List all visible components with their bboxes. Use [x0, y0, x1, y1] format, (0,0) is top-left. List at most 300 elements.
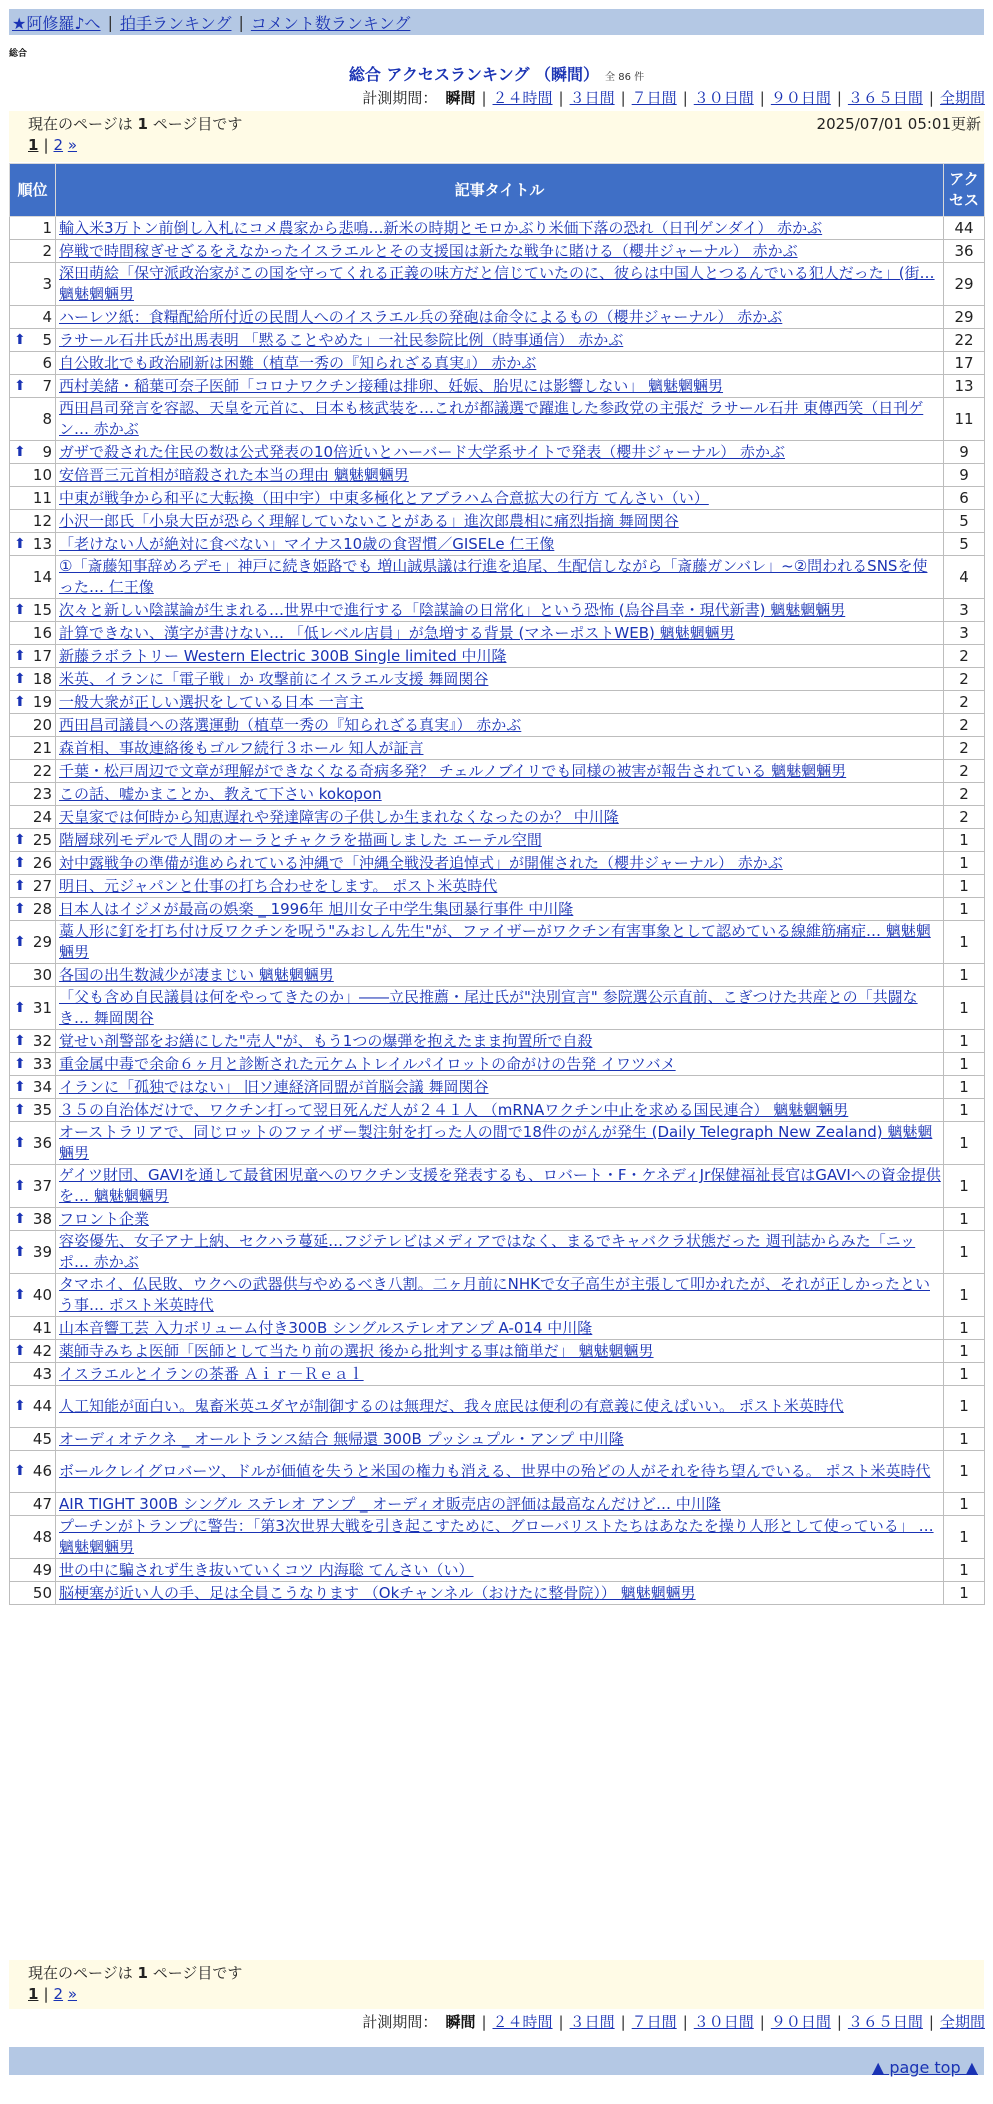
title-cell: [56, 806, 944, 829]
rank-number: 40: [32, 1285, 52, 1304]
rank-number: 35: [32, 1100, 52, 1119]
table-row: [10, 1274, 985, 1317]
period-separator: |: [558, 89, 564, 107]
article-link[interactable]: タマホイ、仏民敗、ウクへの武器供与やめるべき八割。二ヶ月前にNHKで女子高生が主張して叩かれたが、それが正しかったという事… ポスト米英時代: [59, 1275, 930, 1314]
access-count: 1: [944, 1053, 985, 1076]
period-option-5[interactable]: ３６５日間: [847, 89, 923, 107]
rank-cell: [10, 668, 56, 691]
rank-cell: [10, 1274, 56, 1317]
rank-number: 22: [32, 761, 52, 780]
period-separator: |: [620, 89, 626, 107]
rank-cell: [10, 1516, 56, 1559]
article-link[interactable]: 人工知能が面白い。鬼畜米英ユダヤが制御するのは無理だ、我々庶民は便利の有意義に使えばいい。 ポスト米英時代: [59, 1397, 844, 1415]
rank-number: 36: [32, 1133, 52, 1152]
table-row: [10, 1099, 985, 1122]
next-page-link[interactable]: »: [67, 136, 78, 154]
rank-number: 24: [32, 807, 52, 826]
title-cell: [56, 1428, 944, 1451]
rank-cell: [10, 622, 56, 645]
access-count: 1: [944, 1317, 985, 1340]
rank-cell: [10, 964, 56, 987]
title-cell: [56, 306, 944, 329]
access-count: 3: [944, 599, 985, 622]
article-link[interactable]: 重金属中毒で余命６ヶ月と診断された元ケムトレイルパイロットの命がけの告発 イワツバメ: [59, 1054, 676, 1073]
article-link[interactable]: 停戦で時間稼ぎせざるをえなかったイスラエルとその支援国は新たな戦争に賭ける（櫻井ジャーナル） 赤かぶ: [59, 241, 798, 260]
title-cell: [56, 1451, 944, 1493]
article-link[interactable]: ハーレツ紙：食糧配給所付近の民間人へのイスラエル兵の発砲は命令によるもの（櫻井ジャーナル） 赤かぶ: [59, 307, 783, 326]
period-separator: |: [682, 89, 688, 107]
rank-number: 21: [32, 738, 52, 757]
period-option-3[interactable]: ３０日間: [693, 2013, 754, 2031]
access-count: 1: [944, 1076, 985, 1099]
article-link[interactable]: 西田昌司議員への落選運動（植草一秀の『知られざる真実』） 赤かぶ: [59, 715, 522, 734]
rank-up-icon: ⬆: [14, 1398, 26, 1414]
table-row: [10, 510, 985, 533]
access-count: 1: [944, 1428, 985, 1451]
article-link[interactable]: 日本人はイジメが最高の娯楽 _ 1996年 旭川女子中学生集団暴行事件 中川隆: [59, 899, 574, 918]
table-row: [10, 645, 985, 668]
rank-up-icon: ⬆: [14, 331, 26, 348]
title-cell: [56, 737, 944, 760]
rank-number: 11: [32, 488, 52, 507]
article-link[interactable]: 階層球列モデルで人間のオーラとチャクラを描画しました エーテル空間: [59, 830, 542, 849]
table-row: [10, 875, 985, 898]
article-link[interactable]: オーストラリアで、同じロットのファイザー製注射を打った人の間で18件のがんが発生 (Daily Telegraph New Zealand) 魑魅魍魎男: [59, 1123, 933, 1162]
top-nav-bar: [9, 9, 984, 35]
period-current: 瞬間: [445, 2013, 476, 2031]
article-link[interactable]: 深田萌絵「保守派政治家がこの国を守ってくれる正義の味方だと信じていたのに、彼らは中国人とつるんでいる犯人だった」(街… 魑魅魍魎男: [59, 264, 935, 303]
article-link[interactable]: 輸入米3万トン前倒し入札にコメ農家から悲鳴…新米の時期とモロかぶり米価下落の恐れ（日刊ゲンダイ） 赤かぶ: [59, 218, 823, 237]
rank-cell: [10, 921, 56, 964]
title-cell: [56, 1274, 944, 1317]
rank-number: 27: [32, 876, 52, 895]
title-cell: [56, 1363, 944, 1386]
period-selector-top: [362, 87, 985, 108]
access-count: 1: [944, 875, 985, 898]
rank-number: 33: [32, 1054, 52, 1073]
access-count: 1: [944, 1340, 985, 1363]
rank-cell: [10, 852, 56, 875]
rank-cell: [10, 533, 56, 556]
rank-cell: [10, 263, 56, 306]
period-option-5[interactable]: ３６５日間: [847, 2013, 923, 2031]
article-link[interactable]: 一般大衆が正しい選択をしている日本 一言主: [59, 692, 364, 711]
rank-up-icon: ⬆: [14, 1177, 26, 1194]
access-count: 3: [944, 622, 985, 645]
period-option-6[interactable]: 全期間: [939, 2013, 985, 2031]
table-row: [10, 1340, 985, 1363]
page-status-pre: 現在のページは: [28, 1964, 133, 1982]
rank-up-icon: ⬆: [14, 877, 26, 894]
table-row: [10, 375, 985, 398]
access-count: 1: [944, 987, 985, 1030]
period-option-6[interactable]: 全期間: [939, 89, 985, 107]
title-cell: [56, 852, 944, 875]
access-count: 1: [944, 1099, 985, 1122]
title-cell: [56, 760, 944, 783]
page-status-pre: 現在のページは: [28, 115, 133, 133]
rank-number: 8: [42, 409, 52, 428]
rank-number: 41: [32, 1318, 52, 1337]
rank-cell: [10, 1165, 56, 1208]
rank-cell: [10, 783, 56, 806]
table-row: [10, 487, 985, 510]
title-cell: [56, 217, 944, 240]
table-row: [10, 1030, 985, 1053]
access-count: 1: [944, 1030, 985, 1053]
rank-up-icon: ⬆: [14, 535, 26, 552]
title-cell: [56, 352, 944, 375]
rank-number: 44: [32, 1397, 52, 1415]
rank-up-icon: ⬆: [14, 1286, 26, 1303]
pager-top: [9, 111, 984, 162]
rank-cell: [10, 829, 56, 852]
article-link[interactable]: フロント企業: [59, 1209, 150, 1228]
rank-up-icon: ⬆: [14, 1032, 26, 1049]
access-count: 1: [944, 1363, 985, 1386]
page-link-current: 1: [28, 1985, 39, 2003]
rank-up-icon: ⬆: [14, 693, 26, 710]
table-row: [10, 533, 985, 556]
title-cell: [56, 556, 944, 599]
rank-cell: [10, 1559, 56, 1582]
title-cell: [56, 1317, 944, 1340]
page-top-link[interactable]: ▲ page top ▲: [871, 2058, 978, 2077]
table-row: [10, 1428, 985, 1451]
table-row: [10, 1122, 985, 1165]
title-cell: [56, 1231, 944, 1274]
article-link[interactable]: 千葉・松戸周辺で文章が理解ができなくなる奇病多発？ チェルノブイリでも同様の被害が報告されている 魑魅魍魎男: [59, 761, 847, 780]
article-link[interactable]: 明日、元ジャパンと仕事の打ち合わせをします。 ポスト米英時代: [59, 876, 498, 895]
article-link[interactable]: 世の中に騙されず生き抜いていくコツ 内海聡 てんさい（い）: [59, 1560, 474, 1579]
rank-cell: [10, 645, 56, 668]
title-cell: [56, 375, 944, 398]
title-cell: [56, 441, 944, 464]
access-count: 1: [944, 1122, 985, 1165]
rank-number: 2: [42, 241, 52, 260]
rank-up-icon: ⬆: [14, 1463, 26, 1479]
article-link[interactable]: 「父も含め自民議員は何をやってきたのか」――立民推薦・尾辻氏が"決別宣言" 参院選公示直前、こぎつけた共産との「共闘なき… 舞岡関谷: [59, 988, 918, 1027]
article-link[interactable]: 中東が戦争から和平に大転換（田中宇）中東多極化とアブラハム合意拡大の行方 てんさい（い）: [59, 488, 709, 507]
period-option-4[interactable]: ９０日間: [770, 89, 831, 107]
table-row: [10, 1076, 985, 1099]
access-count: 9: [944, 441, 985, 464]
title-cell: [56, 964, 944, 987]
ranking-table-body: [10, 217, 985, 1605]
period-separator: |: [682, 2013, 688, 2031]
title-cell: [56, 487, 944, 510]
article-link[interactable]: ラサール石井氏が出馬表明 「黙ることやめた」一社民参院比例（時事通信） 赤かぶ: [59, 330, 624, 349]
article-link[interactable]: 藁人形に釘を打ち付け反ワクチンを呪う"みおしん先生"が、ファイザーがワクチン有害事象として認めている線維筋痛症… 魑魅魍魎男: [59, 922, 931, 961]
title-cell: [56, 1122, 944, 1165]
rank-cell: [10, 1208, 56, 1231]
table-row: [10, 852, 985, 875]
article-link[interactable]: 各国の出生数減少が凄まじい 魑魅魍魎男: [59, 965, 334, 984]
page-links-top: [28, 136, 77, 154]
table-row: [10, 1559, 985, 1582]
rank-up-icon: ⬆: [14, 1134, 26, 1151]
article-link[interactable]: この話、嘘かまことか、教えて下さい kokopon: [59, 784, 382, 803]
rank-number: 30: [32, 965, 52, 984]
rank-number: 4: [42, 307, 52, 326]
table-row: [10, 306, 985, 329]
table-row: [10, 1053, 985, 1076]
article-link[interactable]: 次々と新しい陰謀論が生まれる…世界中で進行する「陰謀論の日常化」という恐怖 (烏谷昌幸・現代新書) 魑魅魍魎男: [59, 600, 846, 619]
rank-up-icon: ⬆: [14, 1210, 26, 1227]
table-row: [10, 556, 985, 599]
period-separator: |: [481, 89, 487, 107]
clap-ranking-link[interactable]: 拍手ランキング: [119, 13, 232, 33]
article-link[interactable]: 小沢一郎氏「小泉大臣が恐らく理解していないことがある」進次郎農相に痛烈指摘 舞岡関谷: [59, 511, 679, 530]
rank-cell: [10, 1340, 56, 1363]
page-links-bottom: [28, 1985, 77, 2003]
rank-number: 9: [42, 442, 52, 461]
article-link[interactable]: 対中露戦争の準備が進められている沖縄で「沖縄全戦没者追悼式」が開催された（櫻井ジャーナル） 赤かぶ: [59, 853, 783, 872]
rank-number: 18: [32, 669, 52, 688]
period-option-0[interactable]: ２４時間: [492, 2013, 553, 2031]
access-count: 1: [944, 1451, 985, 1493]
access-count: 2: [944, 691, 985, 714]
title-cell: [56, 668, 944, 691]
article-link[interactable]: ボールクレイグロバーツ、ドルが価値を失うと米国の権力も消える、世界中の殆どの人がそれを待ち望んでいる。 ポスト米英時代: [59, 1462, 931, 1480]
access-count: 1: [944, 1208, 985, 1231]
rank-up-icon: ⬆: [14, 1342, 26, 1359]
period-option-1[interactable]: ３日間: [569, 2013, 615, 2031]
table-row: [10, 1208, 985, 1231]
title-cell: [56, 691, 944, 714]
table-row: [10, 263, 985, 306]
title-cell: [56, 1340, 944, 1363]
rank-number: 34: [32, 1077, 52, 1096]
article-link[interactable]: 容姿優先、女子アナ上納、セクハラ蔓延…フジテレビはメディアではなく、まるでキャバクラ状態だった 週刊誌からみた「ニッポ… 赤かぶ: [59, 1232, 916, 1271]
article-link[interactable]: 天皇家では何時から知恵遅れや発達障害の子供しか生まれなくなったのか？ 中川隆: [59, 807, 619, 826]
article-link[interactable]: 山本音響工芸 入力ボリューム付き300B シングルステレオアンプ A-014 中川隆: [59, 1318, 593, 1337]
access-count: 1: [944, 1493, 985, 1516]
rank-cell: [10, 1428, 56, 1451]
rank-cell: [10, 398, 56, 441]
rank-number: 23: [32, 784, 52, 803]
table-row: [10, 464, 985, 487]
table-row: [10, 1165, 985, 1208]
total-count: 全 86 件: [605, 72, 645, 83]
access-count: 2: [944, 760, 985, 783]
table-row: [10, 921, 985, 964]
article-link[interactable]: 西田昌司発言を容認、天皇を元首に、日本も核武装を…これが都議選で躍進した参政党の主張だ ラサール石井 東傳西笑（日刊ゲン… 赤かぶ: [59, 399, 924, 438]
rank-cell: [10, 714, 56, 737]
access-count: 1: [944, 829, 985, 852]
table-row: [10, 806, 985, 829]
page-status: [28, 113, 242, 134]
table-row: [10, 898, 985, 921]
rank-cell: [10, 556, 56, 599]
period-option-2[interactable]: ７日間: [631, 89, 677, 107]
rank-cell: [10, 1451, 56, 1493]
article-link[interactable]: 米英、イランに「電子戦」か 攻撃前にイスラエル支援 舞岡関谷: [59, 669, 489, 688]
rank-cell: [10, 737, 56, 760]
title-cell: [56, 533, 944, 556]
page-link-current: 1: [28, 136, 39, 154]
home-link[interactable]: ★阿修羅♪へ: [12, 13, 101, 33]
article-link[interactable]: AIR TIGHT 300B シングル ステレオ アンプ _ オーディオ販売店の評価は最高なんだけど… 中川隆: [59, 1494, 721, 1513]
rank-number: 49: [32, 1560, 52, 1579]
title-cell: [56, 1493, 944, 1516]
title-cell: [56, 1582, 944, 1605]
access-count: 11: [944, 398, 985, 441]
title-cell: [56, 645, 944, 668]
table-row: [10, 441, 985, 464]
table-row: [10, 1582, 985, 1605]
rank-number: 42: [32, 1341, 52, 1360]
period-option-3[interactable]: ３０日間: [693, 89, 754, 107]
bottom-bar: [9, 2047, 984, 2075]
article-link[interactable]: 森首相、事故連絡後もゴルフ続行３ホール 知人が証言: [59, 738, 424, 757]
page-title-text: 総合 アクセスランキング （瞬間）: [348, 65, 600, 84]
table-row: [10, 217, 985, 240]
page-link-2[interactable]: 2: [53, 136, 64, 154]
article-link[interactable]: ガザで殺された住民の数は公式発表の10倍近いとハーバード大学系サイトで発表（櫻井ジャーナル） 赤かぶ: [59, 442, 786, 461]
rank-number: 16: [32, 623, 52, 642]
rank-cell: [10, 510, 56, 533]
access-count: 2: [944, 783, 985, 806]
article-link[interactable]: ゲイツ財団、GAVIを通して最貧困児童へのワクチン支援を発表するも、ロバート・F・ケネディJr保健福祉長官はGAVIへの資金提供を… 魑魅魍魎男: [59, 1166, 941, 1205]
period-selector-bottom: [362, 2011, 985, 2032]
rank-cell: [10, 1076, 56, 1099]
access-count: 13: [944, 375, 985, 398]
article-link[interactable]: ３５の自治体だけで、ワクチン打って翌日死んだ人が２４１人 （mRNAワクチン中止を求める国民連合） 魑魅魍魎男: [59, 1100, 849, 1119]
nav-separator: |: [107, 12, 113, 32]
access-count: 1: [944, 1582, 985, 1605]
access-count: 1: [944, 1386, 985, 1428]
article-link[interactable]: プーチンがトランプに警告：「第3次世界大戦を引き起こすために、グローバリストたちはあなたを操り人形として使っている」 … 魑魅魍魎男: [59, 1517, 934, 1556]
article-link[interactable]: 計算できない、漢字が書けない… 「低レベル店員」が急増する背景 (マネーポストWEB) 魑魅魍魎男: [59, 623, 735, 642]
title-cell: [56, 510, 944, 533]
rank-cell: [10, 487, 56, 510]
article-link[interactable]: 覚せい剤警部をお繕にした"売人"が、もう1つの爆弾を抱えたまま拘置所で自殺: [59, 1031, 593, 1050]
rank-up-icon: ⬆: [14, 377, 26, 394]
table-row: [10, 714, 985, 737]
rank-cell: [10, 806, 56, 829]
period-separator: |: [759, 2013, 765, 2031]
period-option-1[interactable]: ３日間: [569, 89, 615, 107]
rank-cell: [10, 691, 56, 714]
title-cell: [56, 1559, 944, 1582]
article-link[interactable]: 薬師寺みちよ医師「医師として当たり前の選択 後から批判する事は簡単だ」 魑魅魍魎男: [59, 1341, 654, 1360]
access-count: 4: [944, 556, 985, 599]
article-link[interactable]: ①「斎藤知事辞めろデモ」神戸に続き姫路でも 増山誠県議は行進を追尾、生配信しながら「斎藤ガンバレ」~②問われるSNSを使った… 仁王像: [59, 557, 928, 596]
title-cell: [56, 1030, 944, 1053]
access-count: 1: [944, 1231, 985, 1274]
table-row: [10, 599, 985, 622]
rank-number: 15: [32, 600, 52, 619]
access-count: 29: [944, 306, 985, 329]
rank-number: 3: [42, 274, 52, 293]
article-link[interactable]: 脳梗塞が近い人の手、足は全員こうなります （Okチャンネル（おけたに整骨院）） 魑魅魍魎男: [59, 1583, 696, 1602]
access-count: 22: [944, 329, 985, 352]
article-link[interactable]: イランに「孤独ではない」 旧ソ連経済同盟が首脳会議 舞岡関谷: [59, 1077, 489, 1096]
rank-number: 31: [32, 998, 52, 1017]
period-separator: |: [836, 2013, 842, 2031]
rank-number: 7: [42, 376, 52, 395]
rank-up-icon: ⬆: [14, 900, 26, 917]
period-separator: |: [481, 2013, 487, 2031]
nav-separator: |: [238, 12, 244, 32]
access-count: 9: [944, 464, 985, 487]
table-row: [10, 829, 985, 852]
rank-number: 14: [32, 567, 52, 586]
article-link[interactable]: 「老けない人が絶対に食べない」マイナス10歳の食習慣／GISELe 仁王像: [59, 534, 555, 553]
rank-up-icon: ⬆: [14, 999, 26, 1016]
article-link[interactable]: 西村美緒・稲葉可奈子医師「コロナワクチン接種は排卵、妊娠、胎児には影響しない」 魑魅魍魎男: [59, 376, 724, 395]
access-count: 5: [944, 533, 985, 556]
page-status-bottom: [28, 1962, 242, 1983]
category-label: 総合: [9, 49, 28, 59]
rank-up-icon: ⬆: [14, 831, 26, 848]
period-option-0[interactable]: ２４時間: [492, 89, 553, 107]
rank-up-icon: ⬆: [14, 647, 26, 664]
title-cell: [56, 263, 944, 306]
page-status-number: 1: [137, 115, 148, 133]
rank-cell: [10, 329, 56, 352]
rank-cell: [10, 441, 56, 464]
rank-number: 46: [32, 1462, 52, 1480]
rank-number: 39: [32, 1242, 52, 1261]
table-row: [10, 622, 985, 645]
comment-ranking-link[interactable]: コメント数ランキング: [250, 13, 411, 33]
article-link[interactable]: オーディオテクネ _ オールトランス結合 無帰還 300B プッシュプル・アンプ 中川隆: [59, 1429, 624, 1448]
access-count: 1: [944, 1274, 985, 1317]
rank-cell: [10, 352, 56, 375]
title-cell: [56, 829, 944, 852]
table-row: [10, 760, 985, 783]
table-row: [10, 691, 985, 714]
rank-number: 12: [32, 511, 52, 530]
title-cell: [56, 783, 944, 806]
table-row: [10, 1363, 985, 1386]
access-count: 1: [944, 964, 985, 987]
rank-up-icon: ⬆: [14, 443, 26, 460]
period-current: 瞬間: [445, 89, 476, 107]
rank-cell: [10, 1363, 56, 1386]
rank-up-icon: ⬆: [14, 1055, 26, 1072]
page-link-2[interactable]: 2: [53, 1985, 64, 2003]
rank-number: 37: [32, 1176, 52, 1195]
page-status-post: ページ目です: [152, 1964, 243, 1982]
title-cell: [56, 1516, 944, 1559]
next-page-link[interactable]: »: [67, 1985, 78, 2003]
rank-cell: [10, 599, 56, 622]
period-separator: |: [928, 2013, 934, 2031]
table-row: [10, 668, 985, 691]
article-link[interactable]: 安倍晋三元首相が暗殺された本当の理由 魑魅魍魎男: [59, 465, 409, 484]
page-link-separator: |: [43, 1985, 49, 2003]
period-option-2[interactable]: ７日間: [631, 2013, 677, 2031]
title-cell: [56, 921, 944, 964]
article-link[interactable]: 自公敗北でも政治刷新は困難（植草一秀の『知られざる真実』） 赤かぶ: [59, 353, 537, 372]
access-count: 1: [944, 1165, 985, 1208]
title-cell: [56, 464, 944, 487]
table-row: [10, 1516, 985, 1559]
rank-up-icon: ⬆: [14, 1101, 26, 1118]
table-row: [10, 1231, 985, 1274]
rank-number: 25: [32, 830, 52, 849]
article-link[interactable]: イスラエルとイランの茶番 Ａｉｒ－Ｒｅａｌ: [59, 1364, 364, 1383]
access-count: 5: [944, 510, 985, 533]
period-option-4[interactable]: ９０日間: [770, 2013, 831, 2031]
article-link[interactable]: 新藤ラボラトリー Western Electric 300B Single limited 中川隆: [59, 646, 507, 665]
rank-number: 45: [32, 1429, 52, 1448]
rank-cell: [10, 1231, 56, 1274]
page-title: [0, 62, 993, 85]
